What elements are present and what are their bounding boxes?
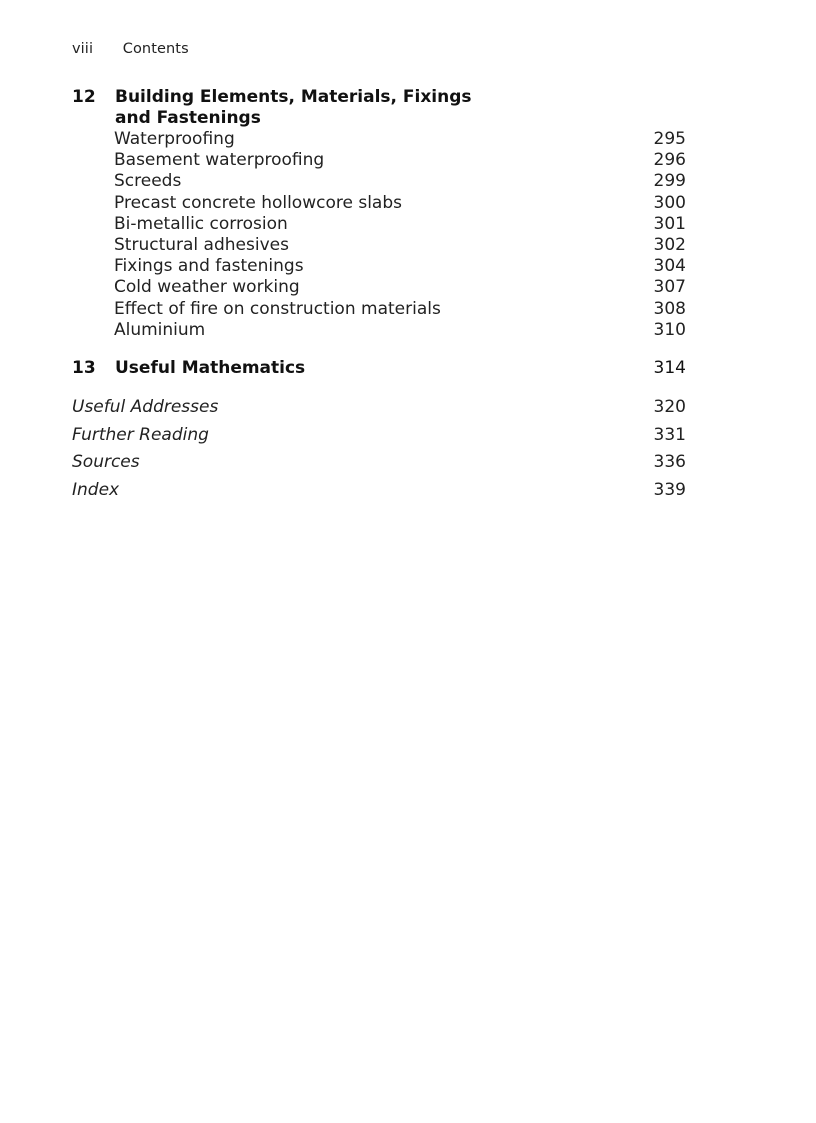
chapter-title: Useful Mathematics — [115, 358, 306, 379]
chapter-title-line-1: Building Elements, Materials, Fixings — [115, 87, 472, 107]
chapter-entries — [72, 129, 686, 341]
entry-title: Structural adhesives — [114, 235, 289, 256]
chapter-number: 12 — [72, 87, 96, 107]
back-matter-page: 336 — [653, 452, 686, 473]
chapter-page: 314 — [653, 358, 686, 379]
entry-page: 307 — [653, 277, 686, 298]
back-matter-title: Sources — [72, 452, 140, 473]
entry-page: 301 — [653, 213, 686, 234]
toc-entry[interactable] — [114, 171, 686, 192]
chapter-heading[interactable] — [72, 87, 686, 129]
back-matter-item[interactable] — [72, 477, 686, 505]
entry-title: Screeds — [114, 171, 182, 192]
entry-page: 302 — [653, 235, 686, 256]
entry-page: 310 — [653, 319, 686, 340]
back-matter-page: 339 — [653, 479, 686, 500]
back-matter-page: 320 — [653, 397, 686, 418]
running-head-section: Contents — [122, 41, 189, 57]
entry-title: Effect of fire on construction materials — [114, 298, 441, 319]
entry-title: Basement waterproofing — [114, 150, 325, 171]
back-matter-item[interactable] — [72, 422, 686, 450]
entry-title: Waterproofing — [114, 129, 235, 149]
running-head — [72, 41, 189, 57]
toc-entry[interactable] — [114, 256, 686, 277]
chapter-number: 13 — [72, 358, 96, 379]
toc-entry[interactable] — [114, 235, 686, 256]
entry-page: 295 — [653, 129, 686, 149]
entry-title: Aluminium — [114, 319, 206, 340]
table-of-contents — [72, 87, 686, 504]
back-matter-title: Further Reading — [72, 424, 209, 445]
toc-entry[interactable] — [114, 214, 686, 235]
toc-entry[interactable] — [114, 320, 686, 341]
entry-page: 296 — [653, 150, 686, 171]
toc-entry[interactable] — [114, 299, 686, 320]
chapter-heading[interactable] — [72, 358, 686, 379]
entry-page: 300 — [653, 192, 686, 213]
back-matter-title: Index — [72, 479, 120, 500]
chapter-12 — [72, 87, 686, 341]
toc-entry[interactable] — [114, 129, 686, 150]
entry-title: Bi-metallic corrosion — [114, 213, 288, 234]
entry-title: Cold weather working — [114, 277, 300, 298]
back-matter-item[interactable] — [72, 449, 686, 477]
back-matter — [72, 394, 686, 504]
entry-title: Precast concrete hollowcore slabs — [114, 192, 402, 213]
chapter-13 — [72, 358, 686, 379]
entry-page: 308 — [653, 298, 686, 319]
back-matter-item[interactable] — [72, 394, 686, 422]
toc-entry[interactable] — [114, 193, 686, 214]
chapter-title-line-2: and Fastenings — [115, 108, 261, 128]
entry-page: 304 — [653, 256, 686, 277]
toc-entry[interactable] — [114, 150, 686, 171]
toc-entry[interactable] — [114, 277, 686, 298]
entry-title: Fixings and fastenings — [114, 256, 304, 277]
page-folio: viii — [72, 41, 94, 57]
entry-page: 299 — [653, 171, 686, 192]
back-matter-page: 331 — [653, 424, 686, 445]
back-matter-title: Useful Addresses — [72, 397, 219, 418]
chapter-title — [115, 87, 475, 129]
